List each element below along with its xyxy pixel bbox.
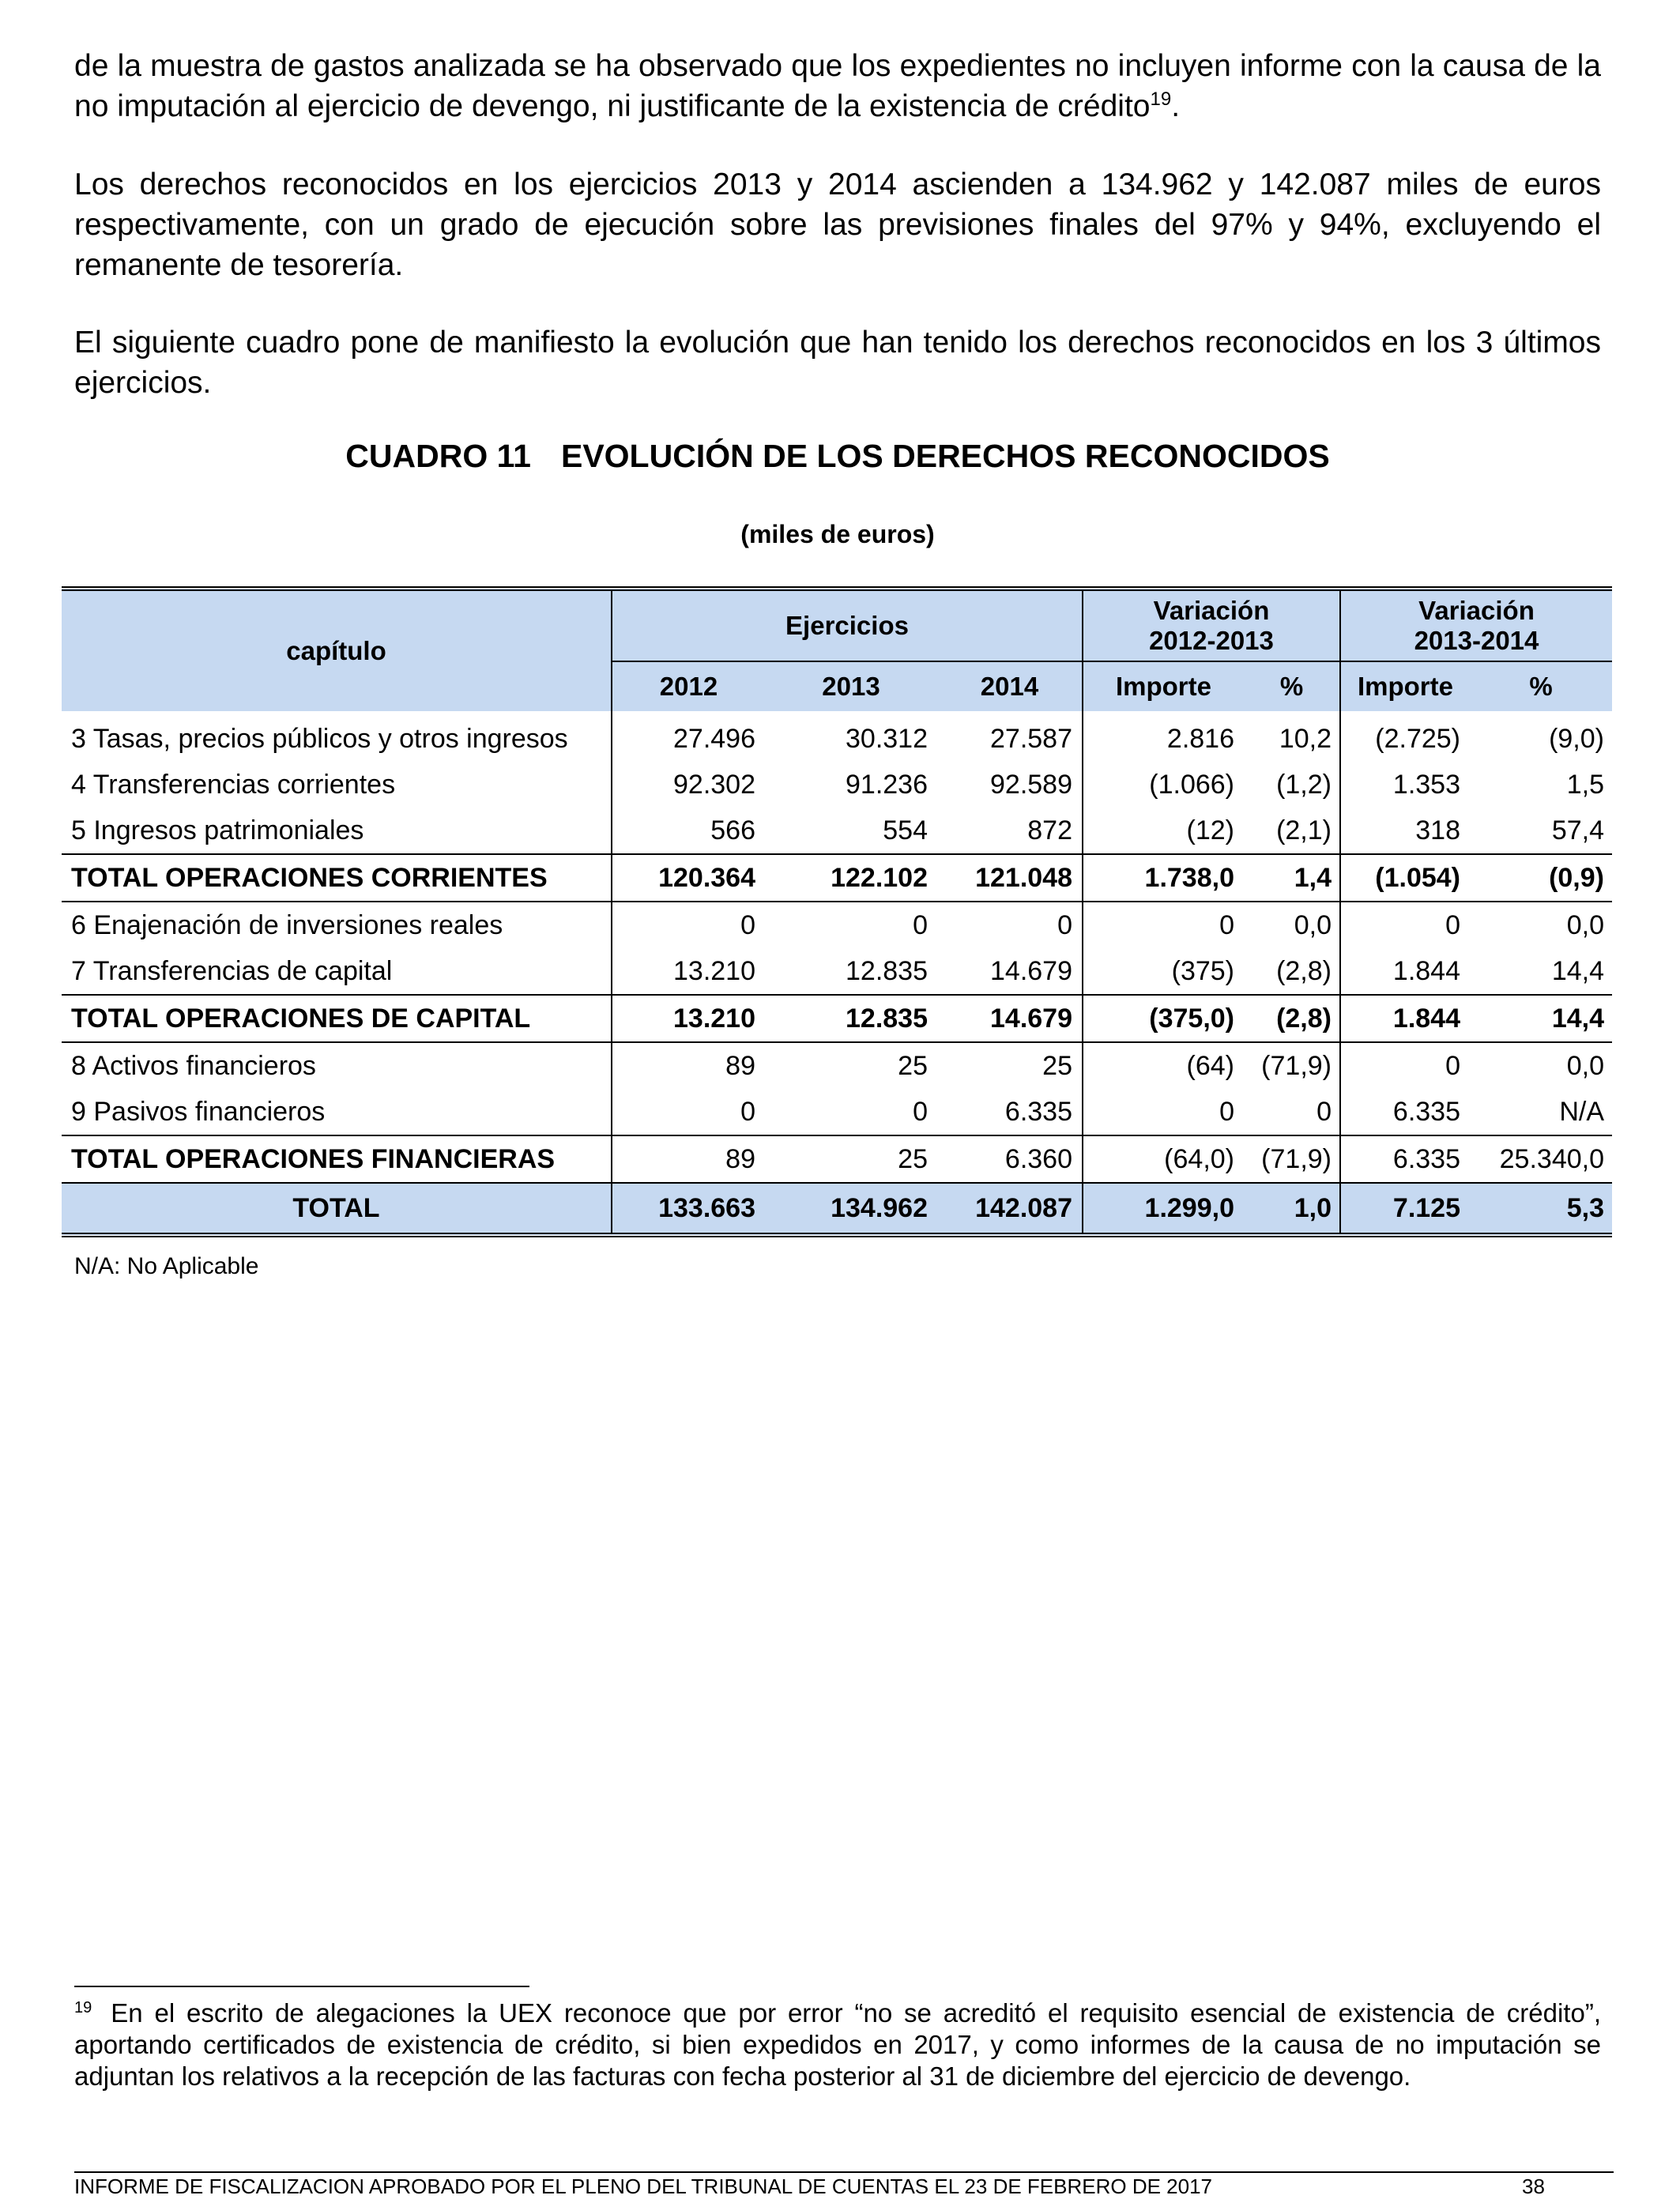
- row-label: 6 Enajenación de inversiones reales: [71, 909, 503, 940]
- cell-2014: 92.589: [990, 769, 1072, 800]
- cell-pct-1: (2,1): [1244, 808, 1340, 854]
- cell-pct-1: 0,0: [1294, 909, 1332, 940]
- cell-pct-2: 0,0: [1566, 1050, 1604, 1081]
- footer-text: INFORME DE FISCALIZACION APROBADO POR EL PLENO DEL TRIBUNAL DE CUENTAS EL 23 DE FEBRERO DE 2017: [74, 2175, 1213, 2198]
- cell-pct-2: 14,4: [1470, 995, 1612, 1042]
- table-row-grand-total: [62, 1183, 1612, 1235]
- cell-importe-2: 6.335: [1340, 1135, 1470, 1183]
- derechos-table: [62, 586, 1612, 1237]
- table-title-number: CUADRO 11: [345, 438, 531, 474]
- cell-2012: 120.364: [612, 854, 765, 902]
- cell-importe-1: (1.066): [1083, 762, 1244, 808]
- cell-2012: 89: [612, 1135, 765, 1183]
- cell-importe-1: 0: [1083, 902, 1244, 948]
- cell-2013: 554: [765, 808, 937, 854]
- cell-importe-1: (375,0): [1083, 995, 1244, 1042]
- cell-importe-1: (64): [1083, 1042, 1244, 1089]
- cell-2012: 0: [612, 902, 765, 948]
- cell-importe-2: 1.844: [1340, 995, 1470, 1042]
- cell-importe-2: 1.353: [1340, 762, 1470, 808]
- cell-2012: 566: [612, 808, 765, 854]
- cell-2013: 12.835: [765, 948, 937, 995]
- table-row: [62, 902, 1612, 948]
- cell-pct-2: 25.340,0: [1470, 1135, 1612, 1183]
- cell-pct-1: 1,4: [1244, 854, 1340, 902]
- header-variacion-2013-2014: [1340, 591, 1612, 661]
- row-label: 8 Activos financieros: [71, 1050, 316, 1081]
- header-variacion-2013-2014-line2: 2013-2014: [1414, 626, 1539, 655]
- footer-rule: [74, 2171, 1614, 2173]
- derechos-table-container: [62, 586, 1612, 1237]
- cell-2013: 0: [913, 909, 928, 940]
- table-row: [62, 808, 1612, 854]
- cell-2014: 872: [937, 808, 1083, 854]
- cell-pct-1: 10,2: [1279, 723, 1332, 754]
- header-variacion-2012-2013: [1083, 591, 1340, 661]
- cell-pct-1: (71,9): [1261, 1050, 1332, 1081]
- cell-2013: 25: [765, 1135, 937, 1183]
- header-pct-2: %: [1470, 661, 1612, 711]
- cell-2014: 6.360: [937, 1135, 1083, 1183]
- header-variacion-2012-2013-line1: Variación: [1153, 596, 1270, 625]
- paragraph-cuadro-intro: El siguiente cuadro pone de manifiesto la evolución que han tenido los derechos reconocidos en los 3 últimos ejercicios.: [74, 326, 1601, 400]
- paragraph-derechos: Los derechos reconocidos en los ejercicios 2013 y 2014 ascienden a 134.962 y 142.087 miles de euros respectivamente, con un grado de ejecución sobre las previsiones finales del 97% y 94%, excluyendo el remanente de tesorería.: [74, 168, 1601, 282]
- cell-importe-2: 0: [1340, 902, 1470, 948]
- cell-pct-1: (71,9): [1244, 1135, 1340, 1183]
- footnote-separator: [74, 1986, 529, 1987]
- table-note: N/A: No Aplicable: [74, 1253, 259, 1279]
- table-row-total-capital: [62, 995, 1612, 1042]
- cell-pct-2: 0,0: [1566, 909, 1604, 940]
- cell-2014: 25: [1042, 1050, 1072, 1081]
- table-row-total-financieras: [62, 1135, 1612, 1183]
- header-2013: 2013: [765, 661, 937, 711]
- cell-importe-1: (375): [1083, 948, 1244, 995]
- header-capitulo: capítulo: [62, 591, 612, 711]
- cell-pct-1: 0: [1244, 1089, 1340, 1135]
- cell-pct-1: (2,8): [1244, 995, 1340, 1042]
- cell-importe-2: 1.844: [1340, 948, 1470, 995]
- cell-2012: 13.210: [612, 948, 765, 995]
- cell-2014: 142.087: [937, 1183, 1083, 1235]
- footnote: [74, 1998, 1601, 2092]
- paragraph-intro: [74, 46, 1601, 126]
- header-2014: 2014: [937, 661, 1083, 711]
- header-variacion-2013-2014-line1: Variación: [1418, 596, 1535, 625]
- footnote-text: En el escrito de alegaciones la UEX reconoce que por error “no se acreditó el requisito esencial de existencia de crédito”, aportando certificados de existencia de crédito, si bien expedidos en 2017, y como informes de la causa de no imputación se adjuntan los relativos a la recepción de las facturas con fecha posterior al 31 de diciembre del ejercicio de devengo.: [74, 1998, 1601, 2091]
- footnote-number: 19: [74, 1999, 92, 2016]
- cell-2012: 89: [612, 1042, 765, 1089]
- cell-2013: 0: [765, 1089, 937, 1135]
- cell-pct-2: (9,0): [1549, 723, 1604, 754]
- header-variacion-2012-2013-line2: 2012-2013: [1149, 626, 1274, 655]
- cell-importe-2: (2.725): [1340, 711, 1470, 762]
- cell-importe-2: 0: [1340, 1042, 1470, 1089]
- table-row: [62, 1089, 1612, 1135]
- paragraph-intro-end: .: [1171, 89, 1181, 123]
- header-ejercicios: Ejercicios: [612, 591, 1083, 661]
- cell-pct-1: 1,0: [1244, 1183, 1340, 1235]
- cell-importe-2: 318: [1340, 808, 1470, 854]
- footnote-ref[interactable]: 19: [1150, 88, 1172, 110]
- table-row: [62, 1042, 1612, 1089]
- cell-2013: 91.236: [846, 769, 928, 800]
- cell-2014: 14.679: [937, 948, 1083, 995]
- cell-pct-2: 1,5: [1566, 769, 1604, 800]
- page-number: 38: [1522, 2175, 1545, 2198]
- table-row: [62, 948, 1612, 995]
- row-label: 4 Transferencias corrientes: [71, 769, 396, 800]
- row-label: TOTAL OPERACIONES FINANCIERAS: [62, 1135, 612, 1183]
- cell-pct-1: (2,8): [1244, 948, 1340, 995]
- table-body: [62, 711, 1612, 1235]
- row-label: 3 Tasas, precios públicos y otros ingresos: [71, 723, 568, 754]
- cell-pct-1: (1,2): [1276, 769, 1332, 800]
- cell-2012: 13.210: [612, 995, 765, 1042]
- cell-2012: 133.663: [612, 1183, 765, 1235]
- row-label: 7 Transferencias de capital: [62, 948, 612, 995]
- cell-2012: 27.496: [612, 711, 765, 762]
- table-title: [74, 438, 1601, 475]
- cell-importe-1: (12): [1083, 808, 1244, 854]
- table-row-total-corrientes: [62, 854, 1612, 902]
- cell-2014: 121.048: [937, 854, 1083, 902]
- cell-importe-1: (64,0): [1083, 1135, 1244, 1183]
- header-2012: 2012: [612, 661, 765, 711]
- cell-pct-2: N/A: [1470, 1089, 1612, 1135]
- cell-2013: 12.835: [765, 995, 937, 1042]
- cell-importe-1: 1.299,0: [1083, 1183, 1244, 1235]
- cell-pct-2: 5,3: [1470, 1183, 1612, 1235]
- cell-importe-1: 2.816: [1083, 711, 1244, 762]
- cell-2013: 25: [898, 1050, 928, 1081]
- table-row: [62, 762, 1612, 808]
- cell-2014: 14.679: [937, 995, 1083, 1042]
- cell-2014: 0: [1057, 909, 1072, 940]
- cell-pct-2: (0,9): [1470, 854, 1612, 902]
- paragraph-intro-text: de la muestra de gastos analizada se ha observado que los expedientes no incluyen informe con la causa de la no imputación al ejercicio de devengo, ni justificante de la existencia de crédito: [74, 49, 1601, 123]
- table-header: [62, 589, 1612, 711]
- cell-2013: 134.962: [765, 1183, 937, 1235]
- row-label: 9 Pasivos financieros: [62, 1089, 612, 1135]
- row-label: TOTAL OPERACIONES DE CAPITAL: [62, 995, 612, 1042]
- cell-importe-2: 7.125: [1340, 1183, 1470, 1235]
- table-row: [62, 711, 1612, 762]
- cell-2013: 30.312: [846, 723, 928, 754]
- cell-importe-1: 1.738,0: [1083, 854, 1244, 902]
- table-units: (miles de euros): [740, 520, 935, 548]
- cell-2014: 27.587: [990, 723, 1072, 754]
- header-importe-1: Importe: [1083, 661, 1244, 711]
- row-label: TOTAL OPERACIONES CORRIENTES: [62, 854, 612, 902]
- cell-importe-2: (1.054): [1340, 854, 1470, 902]
- header-importe-2: Importe: [1340, 661, 1470, 711]
- cell-2012: 0: [612, 1089, 765, 1135]
- cell-importe-2: 6.335: [1340, 1089, 1470, 1135]
- cell-importe-1: 0: [1083, 1089, 1244, 1135]
- row-label: 5 Ingresos patrimoniales: [62, 808, 612, 854]
- cell-pct-2: 14,4: [1470, 948, 1612, 995]
- cell-2012: 92.302: [612, 762, 765, 808]
- row-label: TOTAL: [62, 1183, 612, 1235]
- cell-pct-2: 57,4: [1470, 808, 1612, 854]
- table-title-text: EVOLUCIÓN DE LOS DERECHOS RECONOCIDOS: [560, 438, 1330, 474]
- header-pct-1: %: [1244, 661, 1340, 711]
- cell-2014: 6.335: [937, 1089, 1083, 1135]
- cell-2013: 122.102: [765, 854, 937, 902]
